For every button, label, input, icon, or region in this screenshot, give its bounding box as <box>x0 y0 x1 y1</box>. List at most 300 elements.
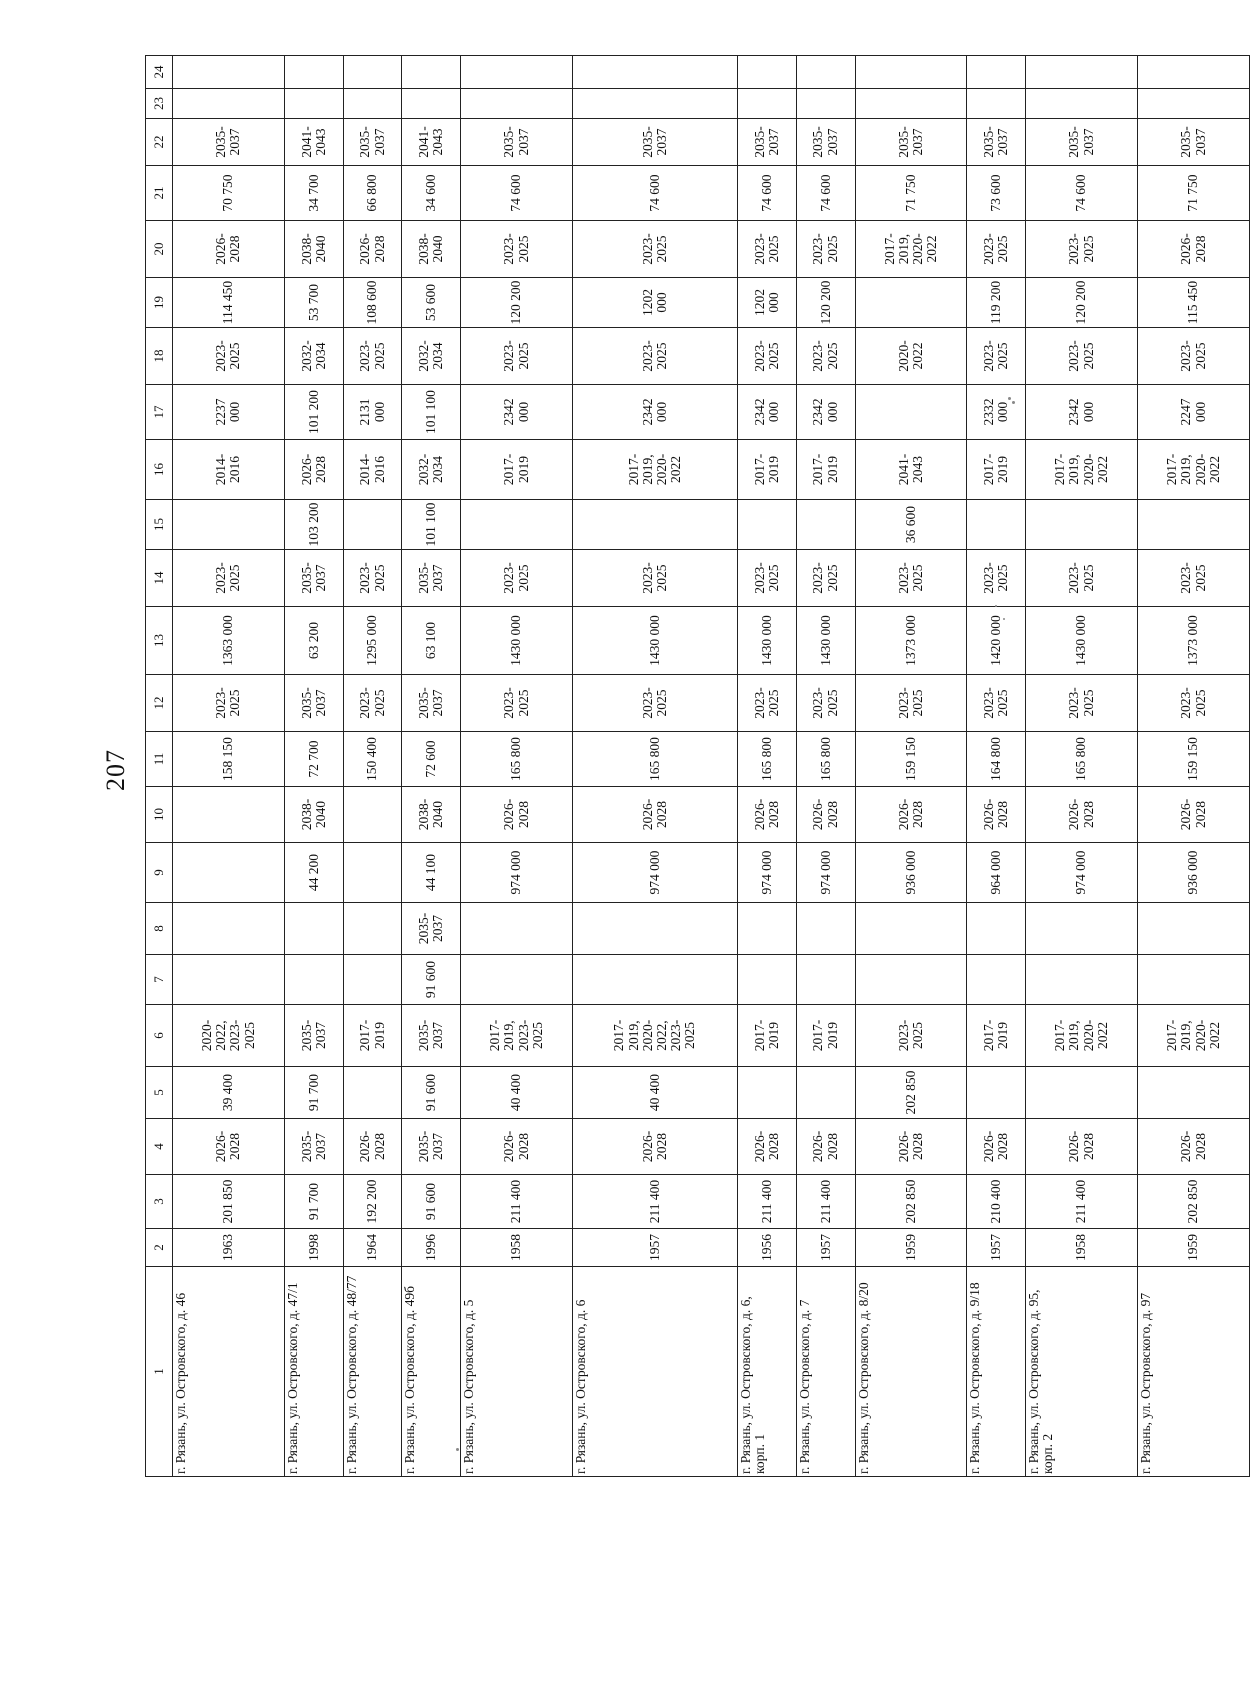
table-cell <box>343 89 402 119</box>
table-cell: 2026-2028 <box>284 440 343 500</box>
table-cell: 936 000 <box>1138 843 1250 903</box>
table-cell: 2017-2019, 2020-2022 <box>1026 1005 1138 1067</box>
address-cell: г. Рязань, ул. Островского, д. 46 <box>173 1267 285 1477</box>
table-cell <box>173 843 285 903</box>
table-cell: 2017-2019 <box>796 1005 855 1067</box>
table-cell: 2342 000 <box>738 385 797 440</box>
table-cell <box>343 787 402 843</box>
table-cell: 2017-2019, 2020-2022 <box>855 221 967 278</box>
table-cell: 2237 000 <box>173 385 285 440</box>
table-cell: 1964 <box>343 1229 402 1267</box>
table-cell <box>738 56 797 89</box>
table-cell: 1202 000 <box>738 278 797 328</box>
table-cell: 120 200 <box>796 278 855 328</box>
table-cell: 974 000 <box>796 843 855 903</box>
table-cell: 40 400 <box>461 1067 573 1119</box>
table-cell <box>573 903 738 955</box>
table-cell: 210 400 <box>967 1175 1026 1229</box>
table-cell: 165 800 <box>461 732 573 787</box>
table-cell: 2023-2025 <box>855 675 967 732</box>
table-cell: 2023-2025 <box>967 328 1026 385</box>
table-cell: 1958 <box>461 1229 573 1267</box>
column-number-14: 14 <box>146 550 173 607</box>
table-cell: 2026-2028 <box>1026 1119 1138 1175</box>
table-cell: 150 400 <box>343 732 402 787</box>
table-cell: 2017-2019, 2020-2022 <box>573 440 738 500</box>
table-cell: 114 450 <box>173 278 285 328</box>
table-cell: 53 700 <box>284 278 343 328</box>
table-row <box>967 56 1026 1477</box>
column-number-11: 11 <box>146 732 173 787</box>
column-number-5: 5 <box>146 1067 173 1119</box>
column-number-24: 24 <box>146 56 173 89</box>
table-cell <box>796 56 855 89</box>
table-cell: 2023-2025 <box>573 550 738 607</box>
column-number-15: 15 <box>146 500 173 550</box>
table-cell <box>1026 903 1138 955</box>
table-cell: 103 200 <box>284 500 343 550</box>
column-number-22: 22 <box>146 119 173 166</box>
table-cell <box>1138 903 1250 955</box>
table-cell: 1957 <box>796 1229 855 1267</box>
table-cell: 2035-2037 <box>402 675 461 732</box>
table-cell: 2041-2043 <box>284 119 343 166</box>
column-number-1: 1 <box>146 1267 173 1477</box>
table-cell <box>461 56 573 89</box>
table-cell: 2023-2025 <box>738 221 797 278</box>
table-cell: 63 100 <box>402 607 461 675</box>
table-cell <box>796 89 855 119</box>
table-cell: 2023-2025 <box>343 550 402 607</box>
table-cell: 36 600 <box>855 500 967 550</box>
table-row <box>573 56 738 1477</box>
table-cell <box>284 955 343 1005</box>
table-cell <box>1026 955 1138 1005</box>
table-cell: 2041-2043 <box>402 119 461 166</box>
table-cell: 2026-2028 <box>173 1119 285 1175</box>
table-cell: 165 800 <box>573 732 738 787</box>
table-cell: 2023-2025 <box>173 550 285 607</box>
column-number-9: 9 <box>146 843 173 903</box>
table-cell: 2035-2037 <box>402 903 461 955</box>
table-cell: 101 200 <box>284 385 343 440</box>
table-cell <box>1026 500 1138 550</box>
table-cell <box>461 500 573 550</box>
table-cell: 1430 000 <box>796 607 855 675</box>
table-cell: 211 400 <box>796 1175 855 1229</box>
table-cell: 2038-2040 <box>284 221 343 278</box>
table-cell <box>343 56 402 89</box>
table-cell: 2247 000 <box>1138 385 1250 440</box>
table-cell: 2026-2028 <box>1138 221 1250 278</box>
table-cell: 1420 000 <box>967 607 1026 675</box>
table-cell: 2026-2028 <box>796 787 855 843</box>
table-cell: 159 150 <box>1138 732 1250 787</box>
table-cell <box>1138 89 1250 119</box>
table-cell <box>967 955 1026 1005</box>
table-cell: 2023-2025 <box>738 550 797 607</box>
table-cell: 2026-2028 <box>1138 787 1250 843</box>
table-cell <box>573 56 738 89</box>
table-cell: 71 750 <box>855 166 967 221</box>
table-cell: 1363 000 <box>173 607 285 675</box>
table-cell: 1959 <box>1138 1229 1250 1267</box>
address-cell: г. Рязань, ул. Островского, д. 95, корп. 2 <box>1026 1267 1138 1477</box>
table-cell: 2026-2028 <box>738 787 797 843</box>
table-cell: 74 600 <box>796 166 855 221</box>
table-cell: 2035-2037 <box>855 119 967 166</box>
table-cell: 120 200 <box>461 278 573 328</box>
table-cell <box>1026 56 1138 89</box>
column-number-17: 17 <box>146 385 173 440</box>
table-cell <box>855 955 967 1005</box>
table-cell <box>284 89 343 119</box>
table-cell: 2023-2025 <box>967 675 1026 732</box>
table-cell: 2017-2019, 2020-2022 <box>1026 440 1138 500</box>
page-number: 207 <box>101 749 130 791</box>
table-cell: 2026-2028 <box>1138 1119 1250 1175</box>
address-cell: г. Рязань, ул. Островского, д. 48/77 <box>343 1267 402 1477</box>
table-cell: 164 800 <box>967 732 1026 787</box>
table-cell: 1430 000 <box>738 607 797 675</box>
table-cell: 74 600 <box>738 166 797 221</box>
table-cell: 2035-2037 <box>343 119 402 166</box>
table-cell <box>1138 955 1250 1005</box>
table-cell: 2026-2028 <box>173 221 285 278</box>
table-cell: 2017-2019, 2020-2022, 2023-2025 <box>573 1005 738 1067</box>
table-cell: 91 600 <box>402 1175 461 1229</box>
table-cell: 91 600 <box>402 1067 461 1119</box>
table-cell: 1373 000 <box>855 607 967 675</box>
table-cell <box>573 500 738 550</box>
table-cell: 158 150 <box>173 732 285 787</box>
table-cell <box>855 903 967 955</box>
table-cell: 2020-2022 <box>855 328 967 385</box>
column-number-10: 10 <box>146 787 173 843</box>
table-cell <box>402 56 461 89</box>
table-row <box>1026 56 1138 1477</box>
table-row <box>402 56 461 1477</box>
table-cell <box>796 955 855 1005</box>
column-number-row <box>146 56 173 1477</box>
table-cell <box>573 955 738 1005</box>
table-cell: 1956 <box>738 1229 797 1267</box>
table-cell: 165 800 <box>738 732 797 787</box>
table-cell: 1996 <box>402 1229 461 1267</box>
table-cell: 120 200 <box>1026 278 1138 328</box>
table-cell <box>796 903 855 955</box>
table-cell: 2023-2025 <box>967 550 1026 607</box>
table-cell: 2342 000 <box>573 385 738 440</box>
table-cell: 2035-2037 <box>1026 119 1138 166</box>
table-cell: 44 100 <box>402 843 461 903</box>
capital-repair-schedule-table <box>145 55 1250 1477</box>
address-cell: г. Рязань, ул. Островского, д. 97 <box>1138 1267 1250 1477</box>
table-cell <box>402 89 461 119</box>
column-number-8: 8 <box>146 903 173 955</box>
column-number-6: 6 <box>146 1005 173 1067</box>
table-cell: 2342 000 <box>461 385 573 440</box>
table-cell <box>343 955 402 1005</box>
table-cell <box>173 500 285 550</box>
table-cell: 2032-2034 <box>402 328 461 385</box>
table-cell <box>461 89 573 119</box>
table-cell <box>738 955 797 1005</box>
address-cell: г. Рязань, ул. Островского, д. 49б <box>402 1267 461 1477</box>
table-cell: 2023-2025 <box>738 328 797 385</box>
table-cell <box>343 843 402 903</box>
table-cell: 211 400 <box>461 1175 573 1229</box>
table-cell <box>738 89 797 119</box>
table-cell: 2026-2028 <box>343 1119 402 1175</box>
table-cell: 2023-2025 <box>573 221 738 278</box>
table-cell <box>284 56 343 89</box>
table-cell: 2023-2025 <box>461 675 573 732</box>
table-cell <box>855 278 967 328</box>
table-cell: 2038-2040 <box>402 221 461 278</box>
address-cell: г. Рязань, ул. Островского, д. 6 <box>573 1267 738 1477</box>
table-row <box>173 56 285 1477</box>
table-cell: 2023-2025 <box>343 328 402 385</box>
address-cell: г. Рязань, ул. Островского, д. 47/1 <box>284 1267 343 1477</box>
table-cell: 2017-2019 <box>738 440 797 500</box>
table-cell <box>855 89 967 119</box>
table-cell: 2023-2025 <box>855 1005 967 1067</box>
table-cell: 964 000 <box>967 843 1026 903</box>
table-cell: 2023-2025 <box>461 328 573 385</box>
table-cell: 974 000 <box>461 843 573 903</box>
table-cell: 2035-2037 <box>402 1005 461 1067</box>
table-cell: 74 600 <box>573 166 738 221</box>
table-cell <box>855 56 967 89</box>
table-cell: 974 000 <box>573 843 738 903</box>
table-cell <box>967 56 1026 89</box>
table-cell: 44 200 <box>284 843 343 903</box>
table-row <box>738 56 797 1477</box>
table-cell: 2026-2028 <box>967 1119 1026 1175</box>
table-row <box>343 56 402 1477</box>
table-cell: 1957 <box>967 1229 1026 1267</box>
table-cell: 115 450 <box>1138 278 1250 328</box>
table-cell: 2038-2040 <box>284 787 343 843</box>
table-cell: 1202 000 <box>573 278 738 328</box>
column-number-21: 21 <box>146 166 173 221</box>
table-cell: 2023-2025 <box>173 328 285 385</box>
table-cell: 2026-2028 <box>967 787 1026 843</box>
column-number-2: 2 <box>146 1229 173 1267</box>
table-cell: 2026-2028 <box>855 787 967 843</box>
table-cell <box>461 955 573 1005</box>
table-cell <box>967 1067 1026 1119</box>
table-cell: 1430 000 <box>573 607 738 675</box>
table-cell: 2026-2028 <box>738 1119 797 1175</box>
table-cell: 2014-2016 <box>173 440 285 500</box>
table-cell: 2026-2028 <box>343 221 402 278</box>
table-cell: 1998 <box>284 1229 343 1267</box>
table-cell: 2035-2037 <box>284 550 343 607</box>
table-cell: 2035-2037 <box>402 1119 461 1175</box>
table-cell: 2023-2025 <box>1138 328 1250 385</box>
table-cell: 2035-2037 <box>796 119 855 166</box>
table-cell: 201 850 <box>173 1175 285 1229</box>
table-cell: 1430 000 <box>1026 607 1138 675</box>
table-cell <box>1026 1067 1138 1119</box>
table-cell: 2017-2019 <box>343 1005 402 1067</box>
column-number-4: 4 <box>146 1119 173 1175</box>
table-cell: 2017-2019, 2020-2022 <box>1138 440 1250 500</box>
table-cell: 2023-2025 <box>1026 221 1138 278</box>
column-number-19: 19 <box>146 278 173 328</box>
scan-speck <box>1012 401 1015 404</box>
table-cell: 2017-2019 <box>796 440 855 500</box>
table-cell: 2023-2025 <box>343 675 402 732</box>
table-cell: 101 100 <box>402 500 461 550</box>
table-cell: 2026-2028 <box>461 787 573 843</box>
table-cell: 74 600 <box>461 166 573 221</box>
table-cell: 2023-2025 <box>573 328 738 385</box>
table-cell: 101 100 <box>402 385 461 440</box>
table-cell: 74 600 <box>1026 166 1138 221</box>
table-cell: 2023-2025 <box>461 550 573 607</box>
table-cell: 2032-2034 <box>284 328 343 385</box>
table-row <box>1138 56 1250 1477</box>
table-cell: 2035-2037 <box>738 119 797 166</box>
table-cell <box>343 1067 402 1119</box>
table-cell <box>284 903 343 955</box>
table-cell <box>738 1067 797 1119</box>
table-cell: 34 600 <box>402 166 461 221</box>
table-cell <box>173 903 285 955</box>
table-cell <box>173 56 285 89</box>
table-cell: 2023-2025 <box>1026 675 1138 732</box>
table-cell: 2342 000 <box>796 385 855 440</box>
table-cell <box>173 787 285 843</box>
table-cell: 63 200 <box>284 607 343 675</box>
table-cell <box>343 500 402 550</box>
table-cell: 1373 000 <box>1138 607 1250 675</box>
table-cell <box>796 500 855 550</box>
table-cell <box>1026 89 1138 119</box>
table-cell: 202 850 <box>855 1175 967 1229</box>
address-cell: г. Рязань, ул. Островского, д. 5 <box>461 1267 573 1477</box>
column-number-7: 7 <box>146 955 173 1005</box>
table-cell: 91 700 <box>284 1175 343 1229</box>
table-cell: 192 200 <box>343 1175 402 1229</box>
table-cell: 2131 000 <box>343 385 402 440</box>
address-cell: г. Рязань, ул. Островского, д. 9/18 <box>967 1267 1026 1477</box>
table-cell: 2020-2022, 2023-2025 <box>173 1005 285 1067</box>
table-cell: 2035-2037 <box>284 1119 343 1175</box>
table-cell: 974 000 <box>738 843 797 903</box>
scan-speck <box>1008 397 1011 400</box>
table-cell: 72 700 <box>284 732 343 787</box>
table-cell: 2017-2019 <box>738 1005 797 1067</box>
table-cell: 2035-2037 <box>1138 119 1250 166</box>
table-cell: 1430 000 <box>461 607 573 675</box>
table-cell: 2041-2043 <box>855 440 967 500</box>
table-cell: 2023-2025 <box>1138 550 1250 607</box>
table-cell: 1958 <box>1026 1229 1138 1267</box>
table-cell <box>573 89 738 119</box>
table-cell: 108 600 <box>343 278 402 328</box>
table-cell: 211 400 <box>573 1175 738 1229</box>
table-cell: 53 600 <box>402 278 461 328</box>
rotated-table-container <box>145 67 1250 1477</box>
table-cell: 2023-2025 <box>796 675 855 732</box>
table-cell: 2023-2025 <box>173 675 285 732</box>
table-cell: 2023-2025 <box>1026 328 1138 385</box>
table-cell: 34 700 <box>284 166 343 221</box>
table-cell <box>173 955 285 1005</box>
table-cell: 936 000 <box>855 843 967 903</box>
table-cell: 2023-2025 <box>967 221 1026 278</box>
table-cell: 73 600 <box>967 166 1026 221</box>
table-cell <box>1138 500 1250 550</box>
table-cell <box>173 89 285 119</box>
table-cell: 202 850 <box>1138 1175 1250 1229</box>
table-cell: 2032-2034 <box>402 440 461 500</box>
table-row <box>284 56 343 1477</box>
table-cell: 2023-2025 <box>796 550 855 607</box>
table-cell: 2035-2037 <box>573 119 738 166</box>
column-number-16: 16 <box>146 440 173 500</box>
table-cell <box>738 500 797 550</box>
table-cell: 1963 <box>173 1229 285 1267</box>
table-cell <box>1138 1067 1250 1119</box>
table-cell: 2017-2019, 2023-2025 <box>461 1005 573 1067</box>
scan-speck <box>456 1448 459 1451</box>
table-cell: 165 800 <box>796 732 855 787</box>
table-cell: 2035-2037 <box>284 1005 343 1067</box>
table-cell: 70 750 <box>173 166 285 221</box>
table-cell: 2035-2037 <box>967 119 1026 166</box>
table-cell: 2026-2028 <box>573 787 738 843</box>
table-body <box>173 56 1250 1477</box>
table-cell: 72 600 <box>402 732 461 787</box>
table-cell <box>1138 56 1250 89</box>
table-cell: 2035-2037 <box>173 119 285 166</box>
column-number-12: 12 <box>146 675 173 732</box>
table-cell: 2035-2037 <box>284 675 343 732</box>
table-cell: 159 150 <box>855 732 967 787</box>
table-cell: 71 750 <box>1138 166 1250 221</box>
table-cell <box>738 903 797 955</box>
table-cell: 2026-2028 <box>796 1119 855 1175</box>
table-cell: 2023-2025 <box>796 328 855 385</box>
table-cell <box>855 385 967 440</box>
table-cell: 2026-2028 <box>1026 787 1138 843</box>
table-cell <box>967 89 1026 119</box>
table-cell: 91 600 <box>402 955 461 1005</box>
table-cell <box>461 903 573 955</box>
table-cell: 2023-2025 <box>855 550 967 607</box>
table-cell: 2026-2028 <box>573 1119 738 1175</box>
table-cell: 974 000 <box>1026 843 1138 903</box>
table-cell: 2017-2019 <box>967 440 1026 500</box>
address-cell: г. Рязань, ул. Островского, д. 6, корп. 1 <box>738 1267 797 1477</box>
address-cell: г. Рязань, ул. Островского, д. 8/20 <box>855 1267 967 1477</box>
table-cell: 2038-2040 <box>402 787 461 843</box>
table-cell: 2017-2019 <box>967 1005 1026 1067</box>
column-number-23: 23 <box>146 89 173 119</box>
column-number-18: 18 <box>146 328 173 385</box>
column-number-13: 13 <box>146 607 173 675</box>
table-cell: 2023-2025 <box>1138 675 1250 732</box>
table-cell: 40 400 <box>573 1067 738 1119</box>
table-cell: 2023-2025 <box>461 221 573 278</box>
table-cell: 1295 000 <box>343 607 402 675</box>
table-cell: 2026-2028 <box>461 1119 573 1175</box>
